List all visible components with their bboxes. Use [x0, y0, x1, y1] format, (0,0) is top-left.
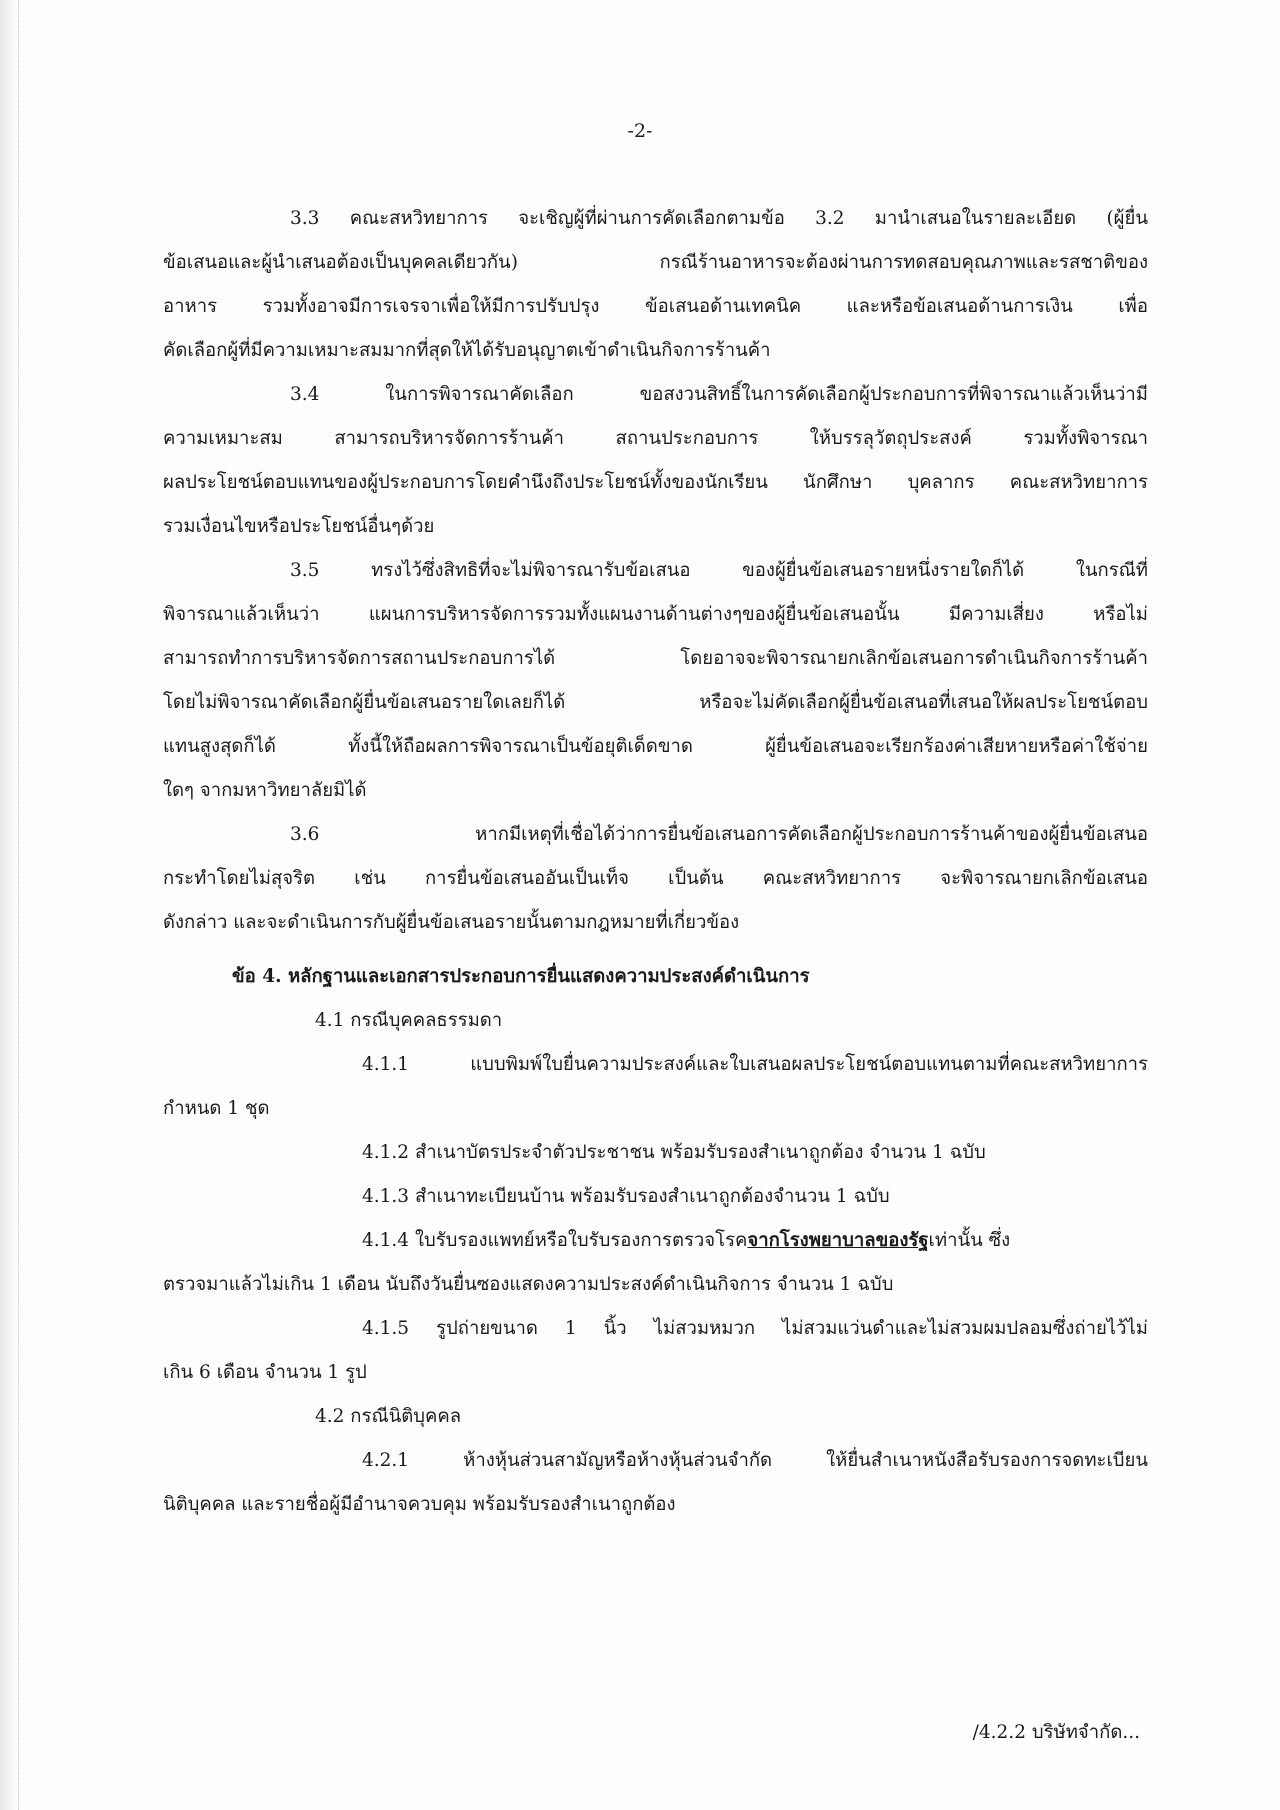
para-3-3-line-1: 3.3 คณะสหวิทยาการ จะเชิญผู้ที่ผ่านการคัดเลือกตามข้อ 3.2 มานำเสนอในรายละเอียด (ผู้ยื่น — [290, 208, 1148, 229]
para-3-5-line-5: แทนสูงสุดก็ได้ ทั้งนี้ให้ถือผลการพิจารณาเป็นข้อยุติเด็ดขาด ผู้ยื่นข้อเสนอจะเรียกร้องค่าเสียหายหรือค่าใช้จ่าย — [163, 736, 1148, 757]
para-3-6-line-1: 3.6 หากมีเหตุที่เชื่อได้ว่าการยื่นข้อเสนอการคัดเลือกผู้ประกอบการร้านค้าของผู้ยื่นข้อเสนอ — [290, 824, 1148, 845]
subsection-4-1-heading: 4.1 กรณีบุคคลธรรมดา — [315, 1010, 503, 1031]
item-4-2-1-line-1: 4.2.1 ห้างหุ้นส่วนสามัญหรือห้างหุ้นส่วนจำกัด ให้ยื่นสำเนาหนังสือรับรองการจดทะเบียน — [362, 1450, 1148, 1471]
item-4-1-3: 4.1.3 สำเนาทะเบียนบ้าน พร้อมรับรองสำเนาถูกต้องจำนวน 1 ฉบับ — [362, 1186, 890, 1207]
para-3-5-line-4: โดยไม่พิจารณาคัดเลือกผู้ยื่นข้อเสนอรายใดเลยก็ได้ หรือจะไม่คัดเลือกผู้ยื่นข้อเสนอที่เสนอให้ผลประโยชน์ตอบ — [163, 692, 1148, 713]
continuation-note: /4.2.2 บริษัทจำกัด... — [972, 1722, 1140, 1743]
para-3-4-line-3: ผลประโยชน์ตอบแทนของผู้ประกอบการโดยคำนึงถึงประโยชน์ทั้งของนักเรียน นักศึกษา บุคลากร คณะสหวิทยาการ — [163, 472, 1148, 493]
para-3-5-line-1: 3.5 ทรงไว้ซึ่งสิทธิที่จะไม่พิจารณารับข้อเสนอ ของผู้ยื่นข้อเสนอรายหนึ่งรายใดก็ได้ ในกรณีที่ — [290, 560, 1148, 581]
item-4-1-1-line-1: 4.1.1 แบบพิมพ์ใบยื่นความประสงค์และใบเสนอผลประโยชน์ตอบแทนตามที่คณะสหวิทยาการ — [362, 1054, 1148, 1075]
para-3-4-line-2: ความเหมาะสม สามารถบริหารจัดการร้านค้า สถานประกอบการ ให้บรรลุวัตถุประสงค์ รวมทั้งพิจารณา — [163, 428, 1148, 449]
para-3-6-line-2: กระทำโดยไม่สุจริต เช่น การยื่นข้อเสนออันเป็นเท็จ เป็นต้น คณะสหวิทยาการ จะพิจารณายกเลิกข้อเสนอ — [163, 868, 1148, 889]
scan-edge — [0, 0, 19, 1810]
para-3-3-line-2: ข้อเสนอและผู้นำเสนอต้องเป็นบุคคลเดียวกัน) กรณีร้านอาหารจะต้องผ่านการทดสอบคุณภาพและรสชาติของ — [163, 252, 1148, 273]
para-3-6-line-3: ดังกล่าว และจะดำเนินการกับผู้ยื่นข้อเสนอรายนั้นตามกฎหมายที่เกี่ยวข้อง — [163, 912, 740, 933]
section-4-heading: ข้อ 4. หลักฐานและเอกสารประกอบการยื่นแสดงความประสงค์ดำเนินการ — [232, 966, 810, 987]
item-4-1-1-line-2: กำหนด 1 ชุด — [163, 1098, 270, 1119]
para-3-5-line-2: พิจารณาแล้วเห็นว่า แผนการบริหารจัดการรวมทั้งแผนงานด้านต่างๆของผู้ยื่นข้อเสนอนั้น มีความเสี่ยง หรือไม่ — [163, 604, 1148, 625]
item-4-1-4-emphasis: จากโรงพยาบาลของรัฐ — [747, 1230, 929, 1251]
item-4-2-1-line-2: นิติบุคคล และรายชื่อผู้มีอำนาจควบคุม พร้อมรับรองสำเนาถูกต้อง — [163, 1494, 676, 1515]
para-3-3-line-3: อาหาร รวมทั้งอาจมีการเจรจาเพื่อให้มีการปรับปรุง ข้อเสนอด้านเทคนิค และหรือข้อเสนอด้านการเงิน เพื่อ — [163, 296, 1148, 317]
para-3-3-line-4: คัดเลือกผู้ที่มีความเหมาะสมมากที่สุดให้ได้รับอนุญาตเข้าดำเนินกิจการร้านค้า — [163, 340, 771, 361]
item-4-1-5-line-2: เกิน 6 เดือน จำนวน 1 รูป — [163, 1362, 367, 1383]
item-4-1-4-line-1 — [362, 1232, 1010, 1251]
item-4-1-2: 4.1.2 สำเนาบัตรประจำตัวประชาชน พร้อมรับรองสำเนาถูกต้อง จำนวน 1 ฉบับ — [362, 1142, 986, 1163]
para-3-4-line-4: รวมเงื่อนไขหรือประโยชน์อื่นๆด้วย — [163, 516, 435, 537]
item-4-1-4-text-start: 4.1.4 ใบรับรองแพทย์หรือใบรับรองการตรวจโรค — [362, 1230, 748, 1251]
page-number: -2- — [627, 120, 653, 142]
para-3-5-line-6: ใดๆ จากมหาวิทยาลัยมิได้ — [163, 780, 367, 801]
item-4-1-4-line-2: ตรวจมาแล้วไม่เกิน 1 เดือน นับถึงวันยื่นซองแสดงความประสงค์ดำเนินกิจการ จำนวน 1 ฉบับ — [163, 1274, 894, 1295]
item-4-1-4-text-end: เท่านั้น ซึ่ง — [928, 1230, 1011, 1251]
para-3-5-line-3: สามารถทำการบริหารจัดการสถานประกอบการได้ โดยอาจจะพิจารณายกเลิกข้อเสนอการดำเนินกิจการร้านค้า — [163, 648, 1148, 669]
subsection-4-2-heading: 4.2 กรณีนิติบุคคล — [315, 1406, 462, 1427]
para-3-4-line-1: 3.4 ในการพิจารณาคัดเลือก ขอสงวนสิทธิ์ในการคัดเลือกผู้ประกอบการที่พิจารณาแล้วเห็นว่ามี — [290, 384, 1148, 405]
item-4-1-5-line-1: 4.1.5 รูปถ่ายขนาด 1 นิ้ว ไม่สวมหมวก ไม่สวมแว่นดำและไม่สวมผมปลอมซึ่งถ่ายไว้ไม่ — [362, 1318, 1148, 1339]
